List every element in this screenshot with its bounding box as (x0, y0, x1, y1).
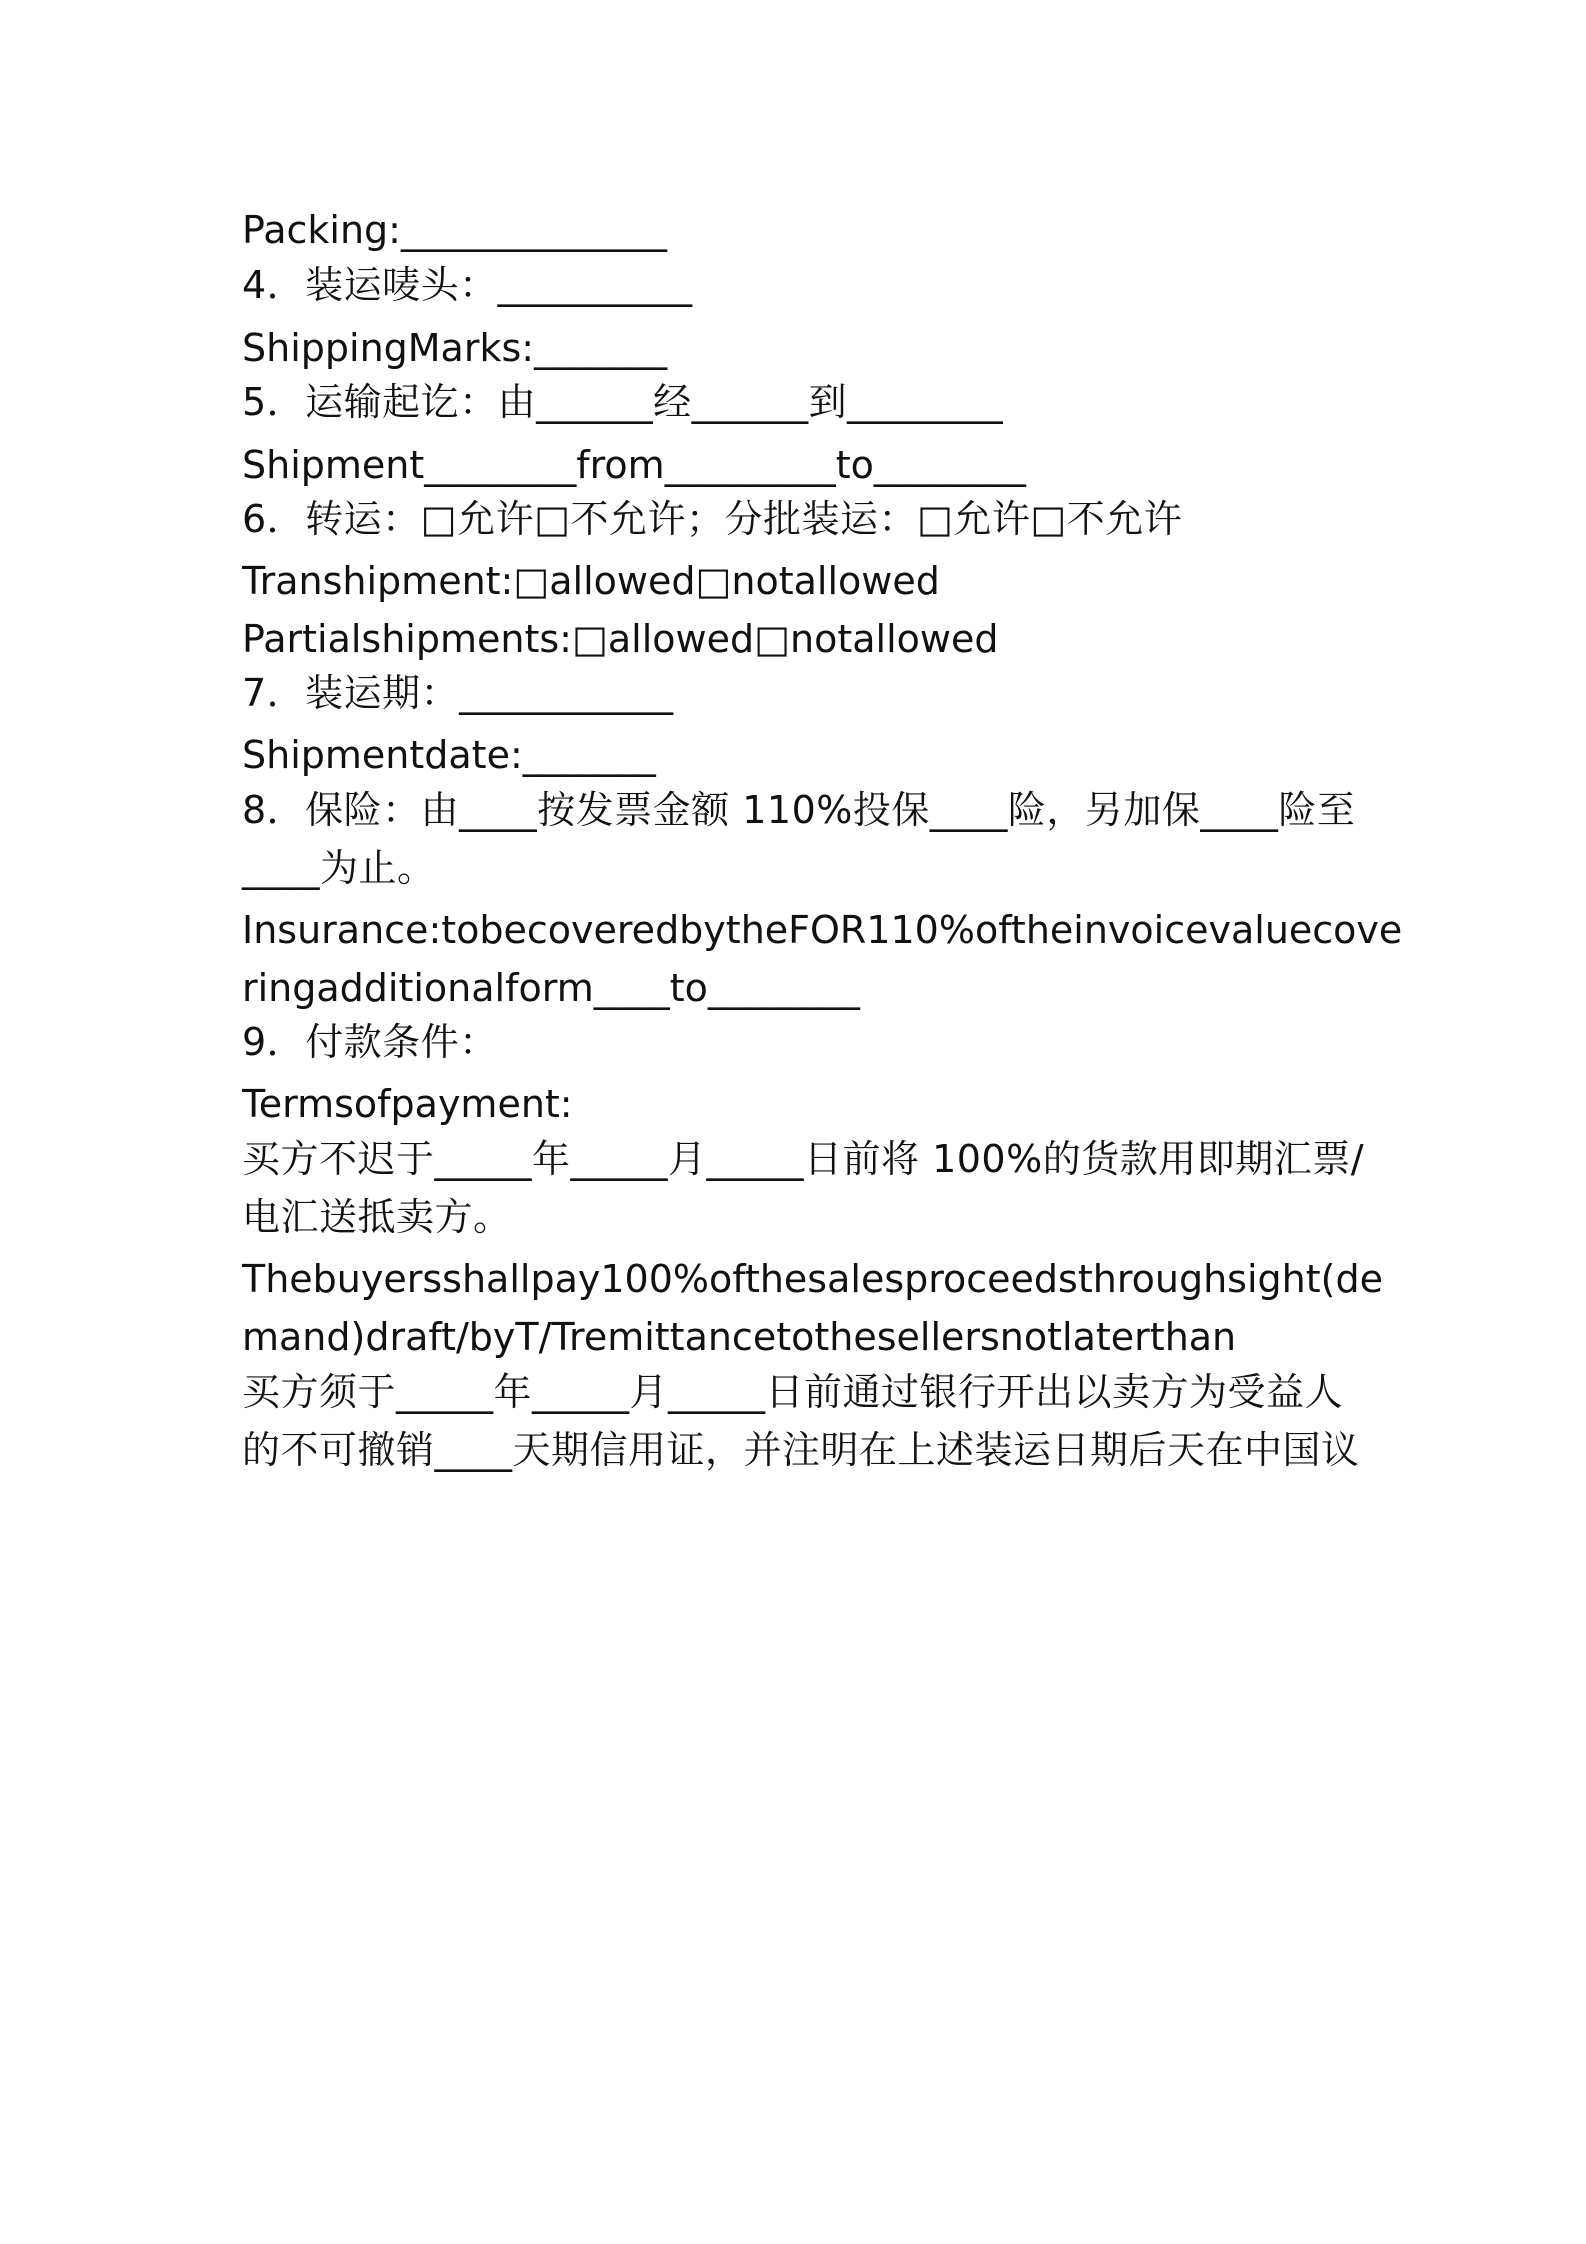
shipping-marks-line: ShippingMarks:_______ (242, 326, 668, 370)
shipping-marks-zh-line: 4．装运唛头：__________ (242, 263, 693, 307)
buyer-payment-continued-line: mand)draft/byT/Tremittancetothesellersnotlaterthan (242, 1315, 1237, 1359)
buyer-payment-zh-line: 买方不迟于_____年_____月_____日前将 100%的货款用即期汇票/ (242, 1137, 1365, 1181)
partial-shipments-line: Partialshipments:□allowed□notallowed (242, 617, 999, 661)
buyer-payment-line: Thebuyersshallpay100%ofthesalesproceedsthroughsight(de (242, 1257, 1383, 1301)
payment-terms-line: Termsofpayment: (242, 1082, 573, 1126)
shipment-route-line: Shipment________from_________to________ (242, 443, 1026, 487)
buyer-payment-zh-continued-line: 电汇送抵卖方。 (242, 1195, 512, 1239)
transhipment-zh-line: 6．转运：□允许□不允许；分批装运：□允许□不允许 (242, 497, 1183, 541)
packing-line: Packing:______________ (242, 208, 667, 252)
payment-terms-zh-line: 9．付款条件： (242, 1020, 498, 1064)
insurance-line: Insurance:tobecoveredbytheFOR110%oftheinvoicevaluecove (242, 908, 1403, 952)
insurance-zh-continued-line: ____为止。 (242, 846, 436, 890)
insurance-continued-line: ringadditionalform____to________ (242, 966, 860, 1010)
shipment-date-zh-line: 7．装运期：___________ (242, 671, 674, 715)
letter-of-credit-zh-line: 买方须于_____年_____月_____日前通过银行开出以卖方为受益人 (242, 1370, 1344, 1414)
letter-of-credit-zh-continued-line: 的不可撤销____天期信用证，并注明在上述装运日期后天在中国议 (242, 1428, 1360, 1472)
insurance-zh-line: 8．保险：由____按发票金额 110%投保____险，另加保____险至 (242, 788, 1356, 832)
shipment-date-line: Shipmentdate:_______ (242, 733, 656, 777)
shipment-route-zh-line: 5．运输起讫：由______经______到________ (242, 380, 1004, 424)
transhipment-line: Transhipment:□allowed□notallowed (242, 559, 940, 603)
